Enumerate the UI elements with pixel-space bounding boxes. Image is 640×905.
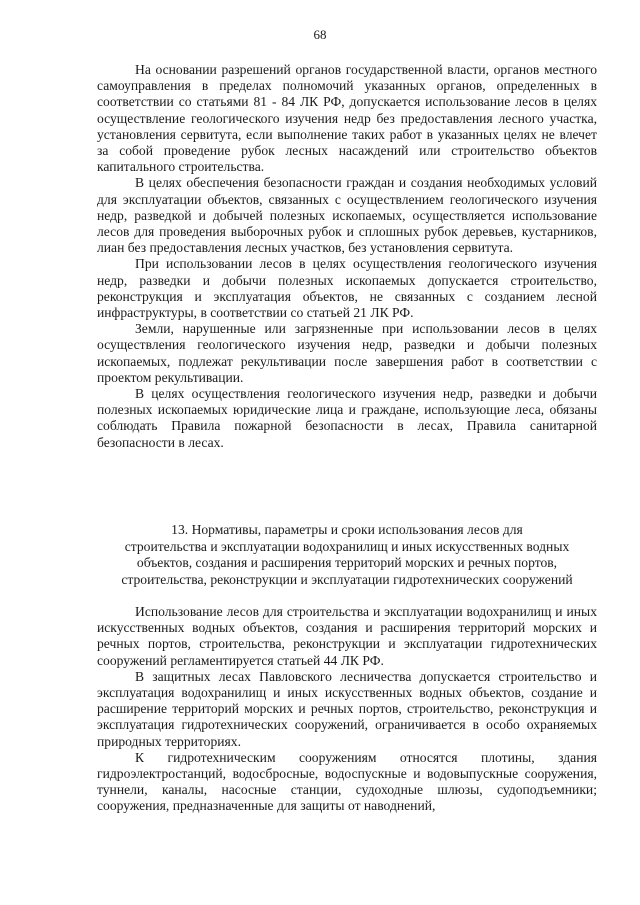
paragraph: В целях осуществления геологического изучения недр, разведки и добычи полезных ископаемых юридические лица и граждане, использующие леса, обязаны соблюдать Правила пожарной безопасности в лесах, Правила санитарной безопасности в лесах. <box>97 386 597 450</box>
paragraph: Земли, нарушенные или загрязненные при использовании лесов в целях осуществления геологического изучения недр, разведки и добычи полезных ископаемых, подлежат рекультивации после завершения работ в соответствии с проектом рекультивации. <box>97 321 597 385</box>
heading-line: строительства и эксплуатации водохранилищ и иных искусственных водных <box>124 538 570 554</box>
paragraph: В защитных лесах Павловского лесничества допускается строительство и эксплуатация водохранилищ и иных искусственных водных объектов, создание и расширение территорий морских и речных портов, строительство, реконструкция и эксплуатация гидротехнических сооружений, ограничивается в особо охраняемых природных территориях. <box>97 668 597 749</box>
body-text-top <box>97 62 597 451</box>
heading-line: строительства, реконструкции и эксплуатации гидротехнических сооружений <box>121 571 573 587</box>
page-number: 68 <box>313 27 327 42</box>
paragraph: В целях обеспечения безопасности граждан и создания необходимых условий для эксплуатации объектов, связанных с осуществлением геологического изучения недр, разведкой и добычей полезных ископаемых, осуществляется использование лесов для проведения выборочных рубок и сплошных рубок деревьев, кустарников, лиан без предоставления лесных участков, без установления сервитута. <box>97 175 597 256</box>
body-text-bottom <box>97 604 597 815</box>
paragraph: При использовании лесов в целях осуществления геологического изучения недр, разведки и добычи полезных ископаемых допускается строительство, реконструкция и эксплуатация объектов, не связанных с созданием лесной инфраструктуры, в соответствии со статьей 21 ЛК РФ. <box>97 256 597 321</box>
paragraph: К гидротехническим сооружениям относятся плотины, здания гидроэлектростанций, водосбросные, водоспускные и водовыпускные сооружения, туннели, каналы, насосные станции, судоходные шлюзы, судоподъемники; сооружения, предназначенные для защиты от наводнений, <box>97 749 597 814</box>
heading-line: 13. Нормативы, параметры и сроки использования лесов для <box>171 522 523 537</box>
paragraph: На основании разрешений органов государственной власти, органов местного самоуправления в пределах полномочий указанных органов, определенных в соответствии со статьями 81 - 84 ЛК РФ, допускается использование лесов в целях осуществление геологического изучения недр без предоставления лесного участка, установления сервитута, если выполнение таких работ в указанных целях не влечет за собой проведение рубок лесных насаждений или строительство объектов капитального строительства. <box>97 62 597 175</box>
paragraph: Использование лесов для строительства и эксплуатации водохранилищ и иных искусственных водных объектов, создания и расширения территорий морских и речных портов, строительства, реконструкции и эксплуатации гидротехнических сооружений регламентируется статьей 44 ЛК РФ. <box>97 604 597 668</box>
heading-line: объектов, создания и расширения территорий морских и речных портов, <box>136 555 558 571</box>
section-heading <box>92 522 602 588</box>
